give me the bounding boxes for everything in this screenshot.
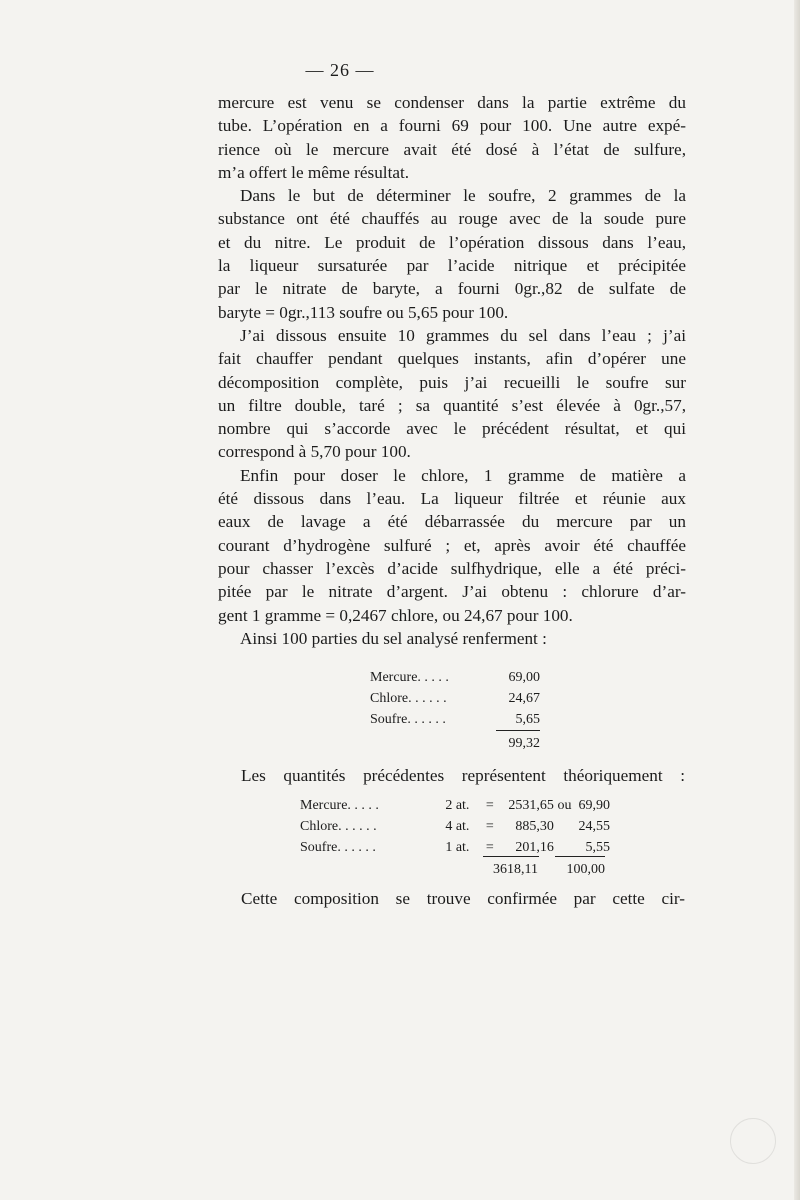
paragraph-5 — [218, 627, 686, 650]
text-line: courant d’hydrogène sulfuré ; et, après avoir été chauffée — [218, 535, 686, 555]
text-line: baryte = 0gr.,113 soufre ou 5,65 pour 100. — [218, 302, 509, 322]
ou-word — [554, 816, 575, 837]
faint-stamp-mark — [730, 1118, 776, 1164]
page-number: — 26 — — [305, 60, 375, 80]
text-line: nombre qui s’accorde avec le précédent résultat, et qui — [218, 419, 686, 439]
theory-heading: Les quantités précédentes représentent théoriquement : — [241, 766, 685, 785]
table-row — [300, 816, 610, 837]
table-row — [370, 709, 540, 730]
atom-count: 4 at. — [445, 819, 470, 834]
analysis-table — [370, 667, 540, 730]
paragraph-3 — [218, 324, 686, 464]
text-line: la liqueur sursaturée par l’acide nitrique et précipitée — [218, 256, 686, 276]
text-line: tube. L’opération en a fourni 69 pour 100. Une autre expé- — [218, 116, 686, 136]
text-line: substance ont été chauffés au rouge avec de la soude pure — [218, 209, 686, 229]
text-line: correspond à 5,70 pour 100. — [218, 442, 411, 462]
percent-value: 5,55 — [585, 840, 610, 855]
atom-count: 2 at. — [445, 798, 470, 813]
body-text — [218, 91, 686, 650]
equals-sign: = — [485, 819, 494, 834]
text-line: m’a offert le même résultat. — [218, 162, 410, 182]
table-row — [300, 837, 610, 858]
ou-word: ou — [557, 798, 572, 813]
equals-sign: = — [485, 798, 494, 813]
percent-value: 24,55 — [578, 819, 610, 834]
text-line: gent 1 gramme = 0,2467 chlore, ou 24,67 pour 100. — [218, 605, 573, 625]
table-row — [370, 688, 540, 709]
paragraph-4 — [218, 464, 686, 627]
text-line: fait chauffer pendant quelques instants, afin d’opérer une — [218, 349, 686, 369]
atomic-weight: 2531,65 — [508, 798, 554, 813]
element-name: Soufre. . . . . . — [370, 712, 446, 727]
theory-total-weight: 3618,11 — [493, 862, 538, 877]
percent-value: 69,90 — [578, 798, 610, 813]
text-line: pitée par le nitrate d’argent. J’ai obtenu : chlorure d’ar- — [218, 582, 686, 602]
paragraph-2 — [218, 184, 686, 324]
table-row — [370, 667, 540, 688]
text-line: Enfin pour doser le chlore, 1 gramme de matière a — [240, 465, 686, 485]
element-value: 5,65 — [515, 712, 540, 727]
ou-word — [554, 837, 575, 858]
element-value: 69,00 — [508, 670, 540, 685]
text-line: rience où le mercure avait été dosé à l’état de sulfure, — [218, 139, 686, 159]
text-line: J’ai dissous ensuite 10 grammes du sel dans l’eau ; j’ai — [240, 325, 686, 345]
element-value: 24,67 — [508, 691, 540, 706]
atom-count: 1 at. — [445, 840, 470, 855]
element-name: Chlore. . . . . . — [370, 691, 447, 706]
element-name: Soufre. . . . . . — [300, 840, 376, 855]
final-line: Cette composition se trouve confirmée par cette cir- — [241, 889, 685, 908]
text-line: par le nitrate de baryte, a fourni 0gr.,82 de sulfate de — [218, 279, 686, 299]
text-line: mercure est venu se condenser dans la partie extrême du — [218, 93, 686, 112]
equals-sign: = — [485, 840, 494, 855]
scan-edge-shadow — [794, 0, 800, 1200]
text-line: et du nitre. Le produit de l’opération dissous dans l’eau, — [218, 232, 686, 252]
text-line: Dans le but de déterminer le soufre, 2 grammes de la — [240, 186, 686, 206]
element-name: Mercure. . . . . — [300, 798, 379, 813]
text-line: eaux de lavage a été débarrassée du mercure par un — [218, 512, 686, 532]
analysis-total: 99,32 — [508, 736, 540, 751]
text-line: décomposition complète, puis j’ai recueilli le soufre sur — [218, 372, 686, 392]
element-name: Mercure. . . . . — [370, 670, 449, 685]
text-line: Ainsi 100 parties du sel analysé renferment : — [240, 628, 547, 648]
atomic-weight: 885,30 — [515, 819, 554, 834]
text-line: pour chasser l’excès d’acide sulfhydrique, elle a été préci- — [218, 558, 686, 578]
text-line: été dissous dans l’eau. La liqueur filtrée et réunie aux — [218, 489, 686, 509]
sum-rule — [483, 856, 539, 857]
element-name: Chlore. . . . . . — [300, 819, 377, 834]
sum-rule — [496, 730, 540, 731]
sum-rule — [555, 856, 605, 857]
theory-total-percent: 100,00 — [566, 862, 605, 877]
text-line: un filtre double, taré ; sa quantité s’est élevée à 0gr.,57, — [218, 395, 686, 415]
atomic-weight: 201,16 — [515, 840, 554, 855]
theory-table — [300, 795, 610, 858]
paragraph-1 — [218, 91, 686, 184]
table-row — [300, 795, 610, 816]
